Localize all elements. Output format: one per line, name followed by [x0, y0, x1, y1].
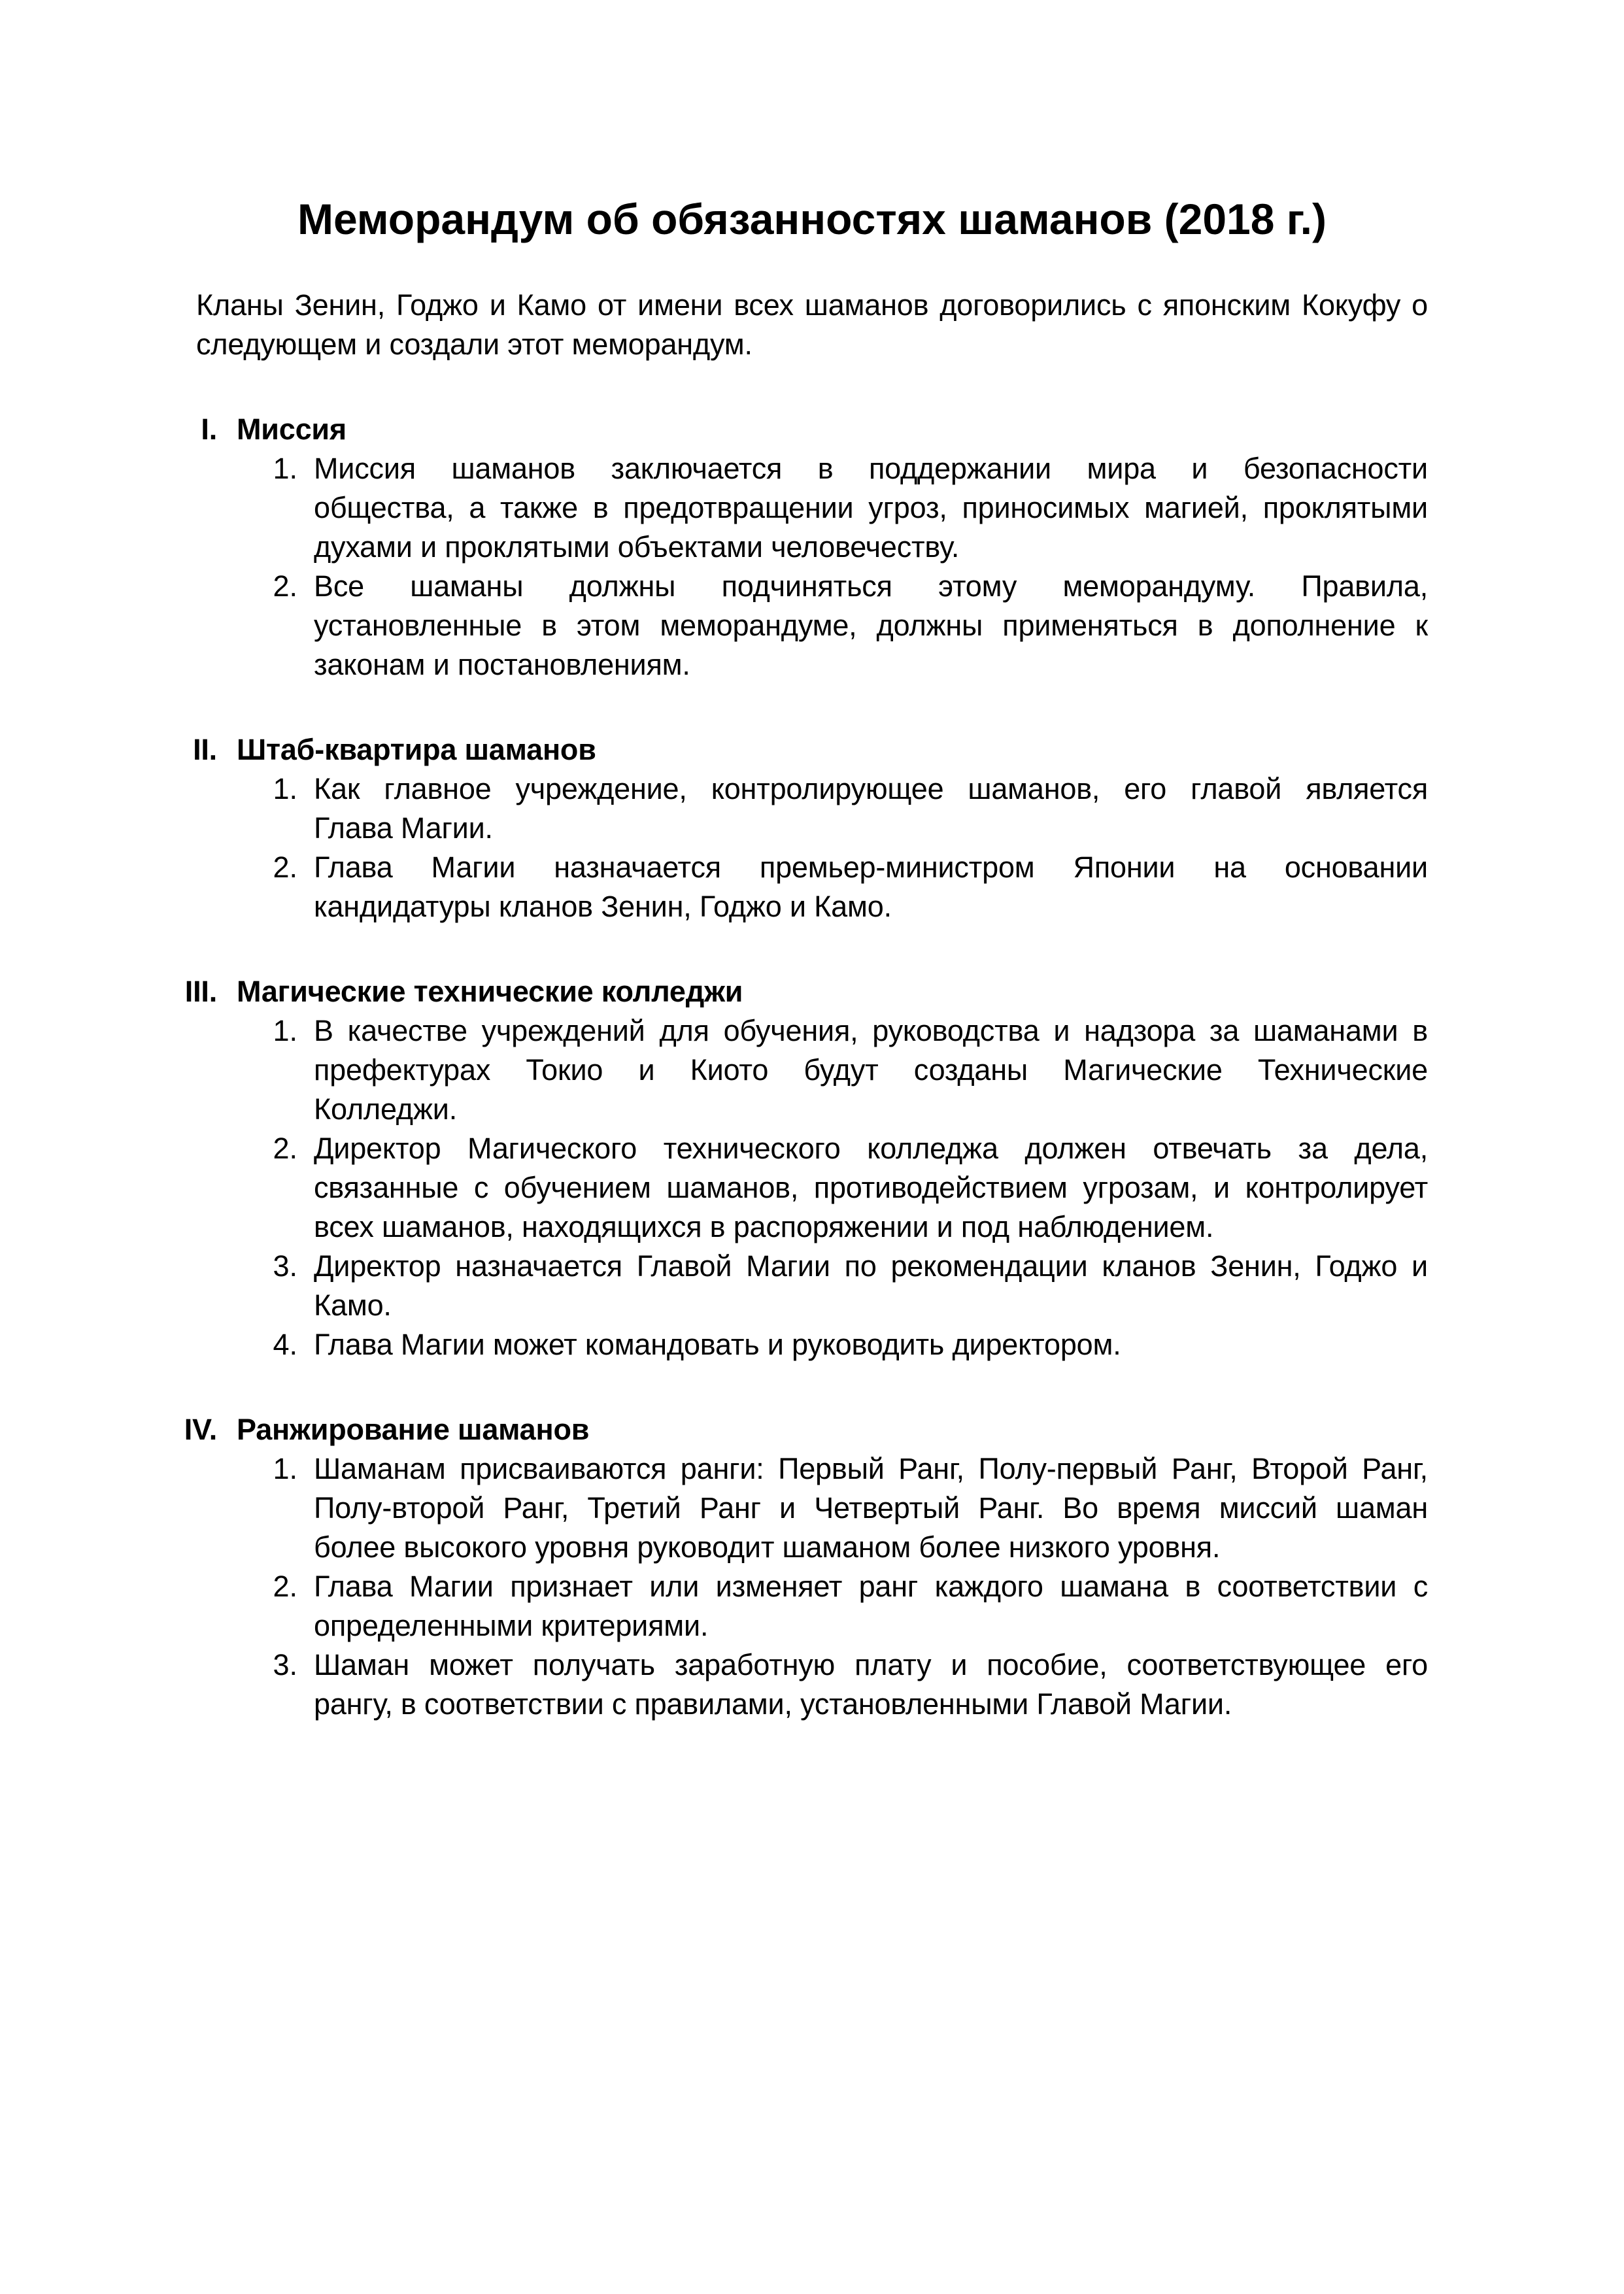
- list-item-line: Миссия шаманов заключается в поддержании мира и безопасности: [314, 452, 1428, 485]
- section-numeral: IV.: [184, 1413, 217, 1446]
- section-headquarters: [193, 730, 1428, 926]
- list-item-line: префектурах Токио и Киото будут созданы Магические Технические: [314, 1053, 1428, 1087]
- list-item: [196, 848, 1428, 926]
- list-item-line: Глава Магии назначается премьер-министром Японии на основании: [314, 851, 1428, 884]
- intro-line: следующем и создали этот меморандум.: [196, 328, 753, 361]
- list-item-line: Колледжи.: [314, 1092, 458, 1126]
- section-numeral: I.: [201, 413, 217, 446]
- list-item-number: 1.: [273, 1014, 297, 1047]
- list-item-number: 2.: [273, 1132, 297, 1165]
- intro-line: Кланы Зенин, Годжо и Камо от имени всех шаманов договорились с японским Кокуфу о: [196, 288, 1428, 322]
- list-item-line: Полу-второй Ранг, Третий Ранг и Четвертый Ранг. Во время миссий шаман: [314, 1491, 1428, 1525]
- list-item: [196, 1567, 1428, 1645]
- list-item-line: рангу, в соответствии с правилами, установленными Главой Магии.: [314, 1687, 1232, 1721]
- list-item-number: 1.: [273, 1452, 297, 1485]
- list-item-number: 3.: [273, 1249, 297, 1283]
- list-item-line: Все шаманы должны подчиняться этому меморандуму. Правила,: [314, 569, 1428, 603]
- section-heading: [184, 1410, 1428, 1449]
- list-item-number: 1.: [273, 452, 297, 485]
- list-item-number: 2.: [273, 569, 297, 603]
- list-item-line: духами и проклятыми объектами человечеству.: [314, 530, 960, 564]
- section-colleges: [184, 972, 1428, 1364]
- section-ranking: [184, 1410, 1428, 1724]
- list-item-line: общества, а также в предотвращении угроз, приносимых магией, проклятыми: [314, 491, 1428, 524]
- document-page: [184, 0, 1428, 1724]
- section-mission: [196, 410, 1428, 684]
- section-heading-text: Магические технические колледжи: [237, 975, 743, 1008]
- list-item-line: кандидатуры кланов Зенин, Годжо и Камо.: [314, 890, 892, 923]
- list-item-number: 2.: [273, 1570, 297, 1603]
- list-item-line: Глава Магии может командовать и руководить директором.: [314, 1328, 1121, 1361]
- list-item: [196, 1011, 1428, 1129]
- list-item-line: Как главное учреждение, контролирующее шаманов, его главой является: [314, 772, 1428, 805]
- list-item: [196, 1129, 1428, 1247]
- list-item-line: Глава Магии признает или изменяет ранг каждого шамана в соответствии с: [314, 1570, 1428, 1603]
- list-item-line: всех шаманов, находящихся в распоряжении и под наблюдением.: [314, 1210, 1214, 1243]
- section-heading-text: Миссия: [237, 413, 347, 446]
- list-item: [196, 1325, 1428, 1364]
- list-item-line: связанные с обучением шаманов, противодействием угрозам, и контролирует: [314, 1171, 1428, 1204]
- section-heading: [184, 972, 1428, 1011]
- section-heading-text: Ранжирование шаманов: [237, 1413, 590, 1446]
- list-item-line: более высокого уровня руководит шаманом более низкого уровня.: [314, 1530, 1221, 1564]
- list-item: [196, 1645, 1428, 1724]
- list-item-line: Глава Магии.: [314, 811, 493, 845]
- list-item: [196, 449, 1428, 567]
- list-item-number: 4.: [273, 1328, 297, 1361]
- document-title: Меморандум об обязанностях шаманов (2018 г.): [297, 195, 1327, 243]
- section-heading-text: Штаб-квартира шаманов: [237, 733, 596, 766]
- list-item: [196, 567, 1428, 684]
- list-item-line: определенными критериями.: [314, 1609, 709, 1642]
- section-heading: [193, 730, 1428, 769]
- list-item-line: Камо.: [314, 1289, 392, 1322]
- list-item: [196, 1247, 1428, 1325]
- list-item-line: Директор Магического технического колледжа должен отвечать за дела,: [314, 1132, 1428, 1165]
- list-item-line: законам и постановлениям.: [314, 648, 690, 681]
- list-item-line: В качестве учреждений для обучения, руководства и надзора за шаманами в: [314, 1014, 1428, 1047]
- section-numeral: III.: [184, 975, 217, 1008]
- section-heading: [196, 410, 1428, 449]
- list-item-number: 3.: [273, 1648, 297, 1681]
- list-item: [196, 769, 1428, 848]
- list-item-number: 1.: [273, 772, 297, 805]
- list-item: [196, 1449, 1428, 1567]
- list-item-line: Директор назначается Главой Магии по рекомендации кланов Зенин, Годжо и: [314, 1249, 1428, 1283]
- list-item-line: Шаман может получать заработную плату и пособие, соответствующее его: [314, 1648, 1428, 1681]
- list-item-line: Шаманам присваиваются ранги: Первый Ранг, Полу-первый Ранг, Второй Ранг,: [314, 1452, 1428, 1485]
- list-item-number: 2.: [273, 851, 297, 884]
- intro-paragraph: [196, 286, 1428, 364]
- list-item-line: установленные в этом меморандуме, должны применяться в дополнение к: [314, 609, 1428, 642]
- section-numeral: II.: [193, 733, 217, 766]
